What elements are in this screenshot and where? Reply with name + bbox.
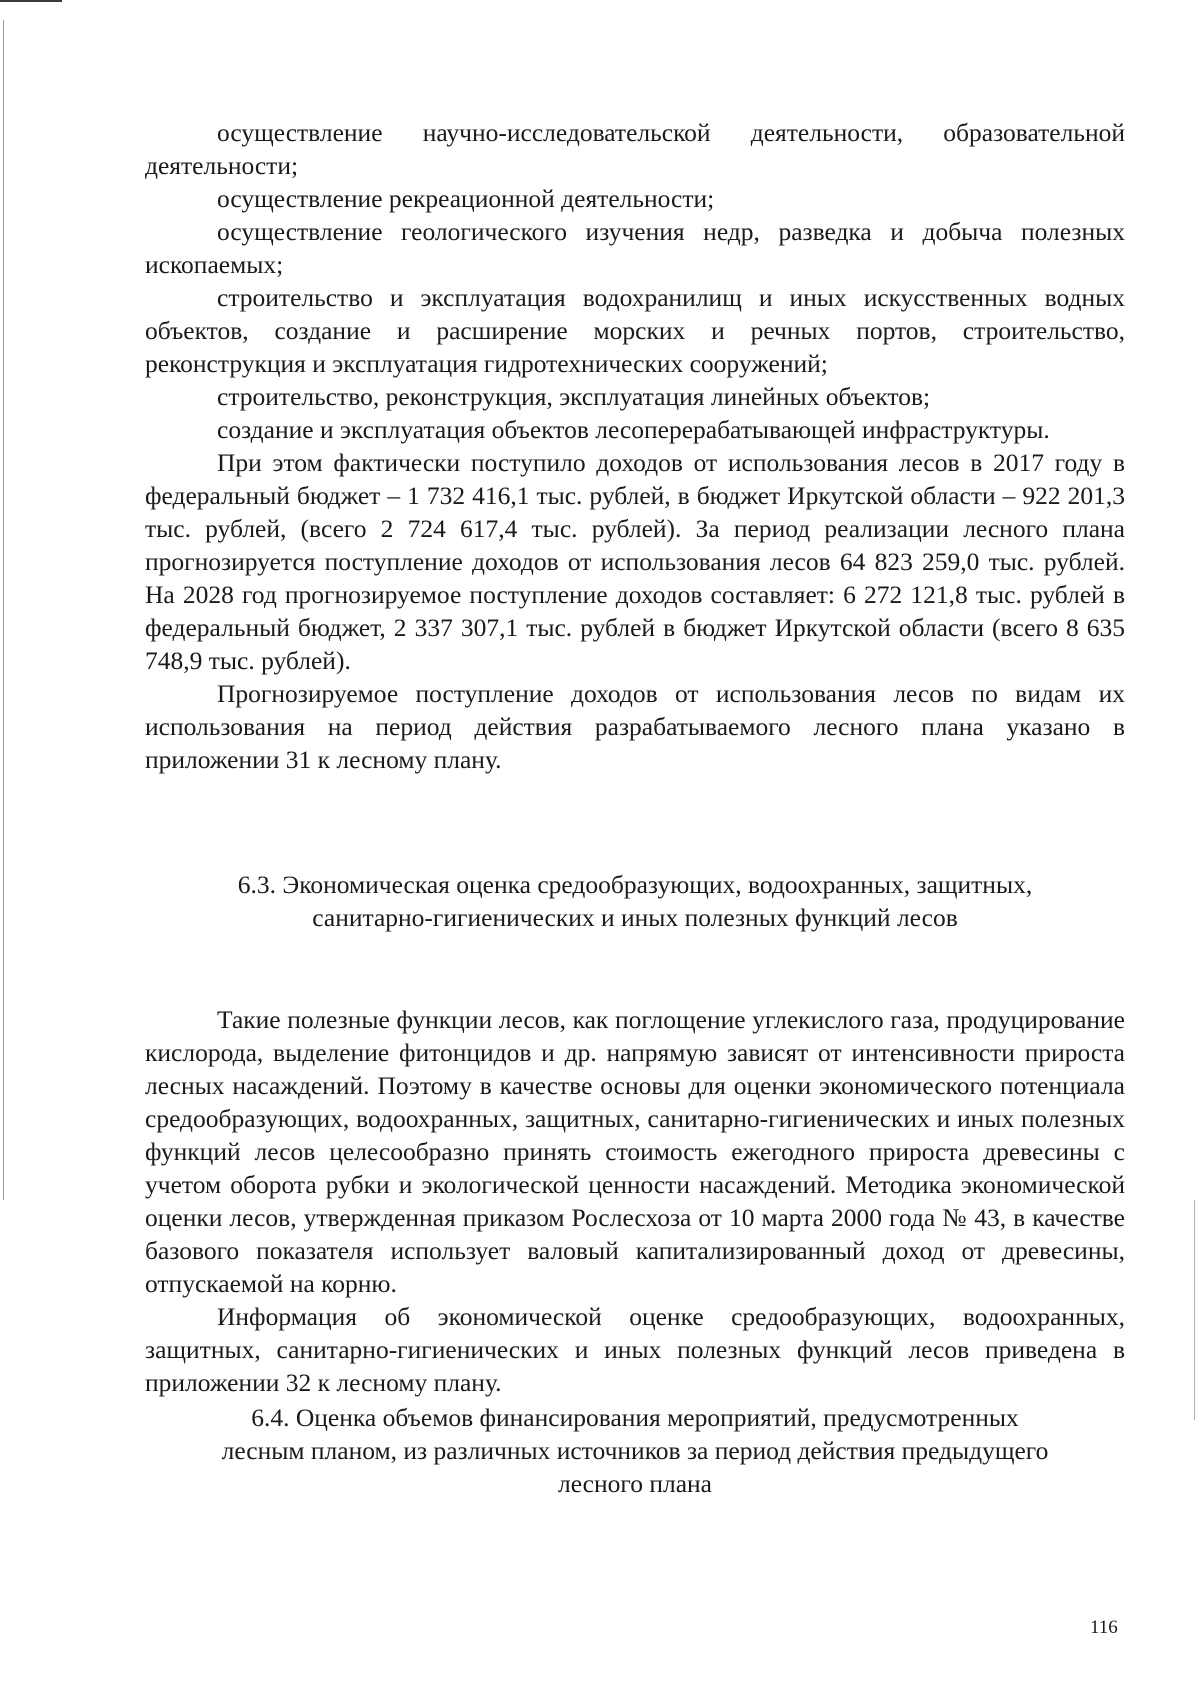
paragraph: осуществление геологического изучения недр, разведка и добыча полезных ископаемых;: [145, 217, 1125, 279]
paragraph: осуществление научно-исследовательской деятельности, образовательной деятельности;: [145, 118, 1125, 180]
section-heading-line: лесного плана: [558, 1469, 712, 1498]
paragraph: Прогнозируемое поступление доходов от использования лесов по видам их использования на период действия разрабатываемого лесного плана указано в приложении 31 к лесному плану.: [145, 679, 1125, 774]
section-heading-6-4: [145, 1401, 1125, 1500]
section-heading-line: санитарно-гигиенических и иных полезных функций лесов: [312, 903, 958, 932]
section-heading-line: 6.3. Экономическая оценка средообразующих, водоохранных, защитных,: [237, 870, 1033, 899]
body-text-top: [145, 116, 1125, 776]
page-number: 116: [1090, 1617, 1118, 1638]
section-heading-line: лесным планом, из различных источников за период действия предыдущего: [221, 1436, 1049, 1465]
paragraph: При этом фактически поступило доходов от использования лесов в 2017 году в федеральный бюджет – 1 732 416,1 тыс. рублей, в бюджет Иркутской области – 922 201,3 тыс. рублей, (всего 2 724 617,4 тыс. рублей). За период реализации лесного плана прогнозируется поступление доходов от использования лесов 64 823 259,0 тыс. рублей. На 2028 год прогнозируемое поступление доходов составляет: 6 272 121,8 тыс. рублей в федеральный бюджет, 2 337 307,1 тыс. рублей в бюджет Иркутской области (всего 8 635 748,9 тыс. рублей).: [145, 448, 1125, 675]
paragraph: Такие полезные функции лесов, как поглощение углекислого газа, продуцирование кислорода, выделение фитонцидов и др. напрямую зависят от интенсивности прироста лесных насаждений. Поэтому в качестве основы для оценки экономического потенциала средообразующих, водоохранных, защитных, санитарно-гигиенических и иных полезных функций лесов целесообразно принять стоимость ежегодного прироста древесины с учетом оборота рубки и экологической ценности насаждений. Методика экономической оценки лесов, утвержденная приказом Рослесхоза от 10 марта 2000 года № 43, в качестве базового показателя использует валовый капитализированный доход от древесины, отпускаемой на корню.: [145, 1005, 1125, 1298]
section-heading-6-3: [145, 868, 1125, 934]
scan-left-edge-line: [3, 20, 4, 1200]
paragraph: осуществление рекреационной деятельности;: [217, 184, 715, 213]
section-heading-line: 6.4. Оценка объемов финансирования мероприятий, предусмотренных: [251, 1403, 1019, 1432]
paragraph: строительство и эксплуатация водохранилищ и иных искусственных водных объектов, создание и расширение морских и речных портов, строительство, реконструкция и эксплуатация гидротехнических сооружений;: [145, 283, 1125, 378]
scan-edge-mark: [0, 0, 62, 2]
paragraph: строительство, реконструкция, эксплуатация линейных объектов;: [217, 382, 931, 411]
scan-right-edge-line: [1194, 1200, 1195, 1420]
section-6-3-body: [145, 1003, 1125, 1399]
paragraph: создание и эксплуатация объектов лесоперерабатывающей инфраструктуры.: [217, 415, 1050, 444]
paragraph: Информация об экономической оценке средообразующих, водоохранных, защитных, санитарно-гигиенических и иных полезных функций лесов приведена в приложении 32 к лесному плану.: [145, 1302, 1125, 1397]
